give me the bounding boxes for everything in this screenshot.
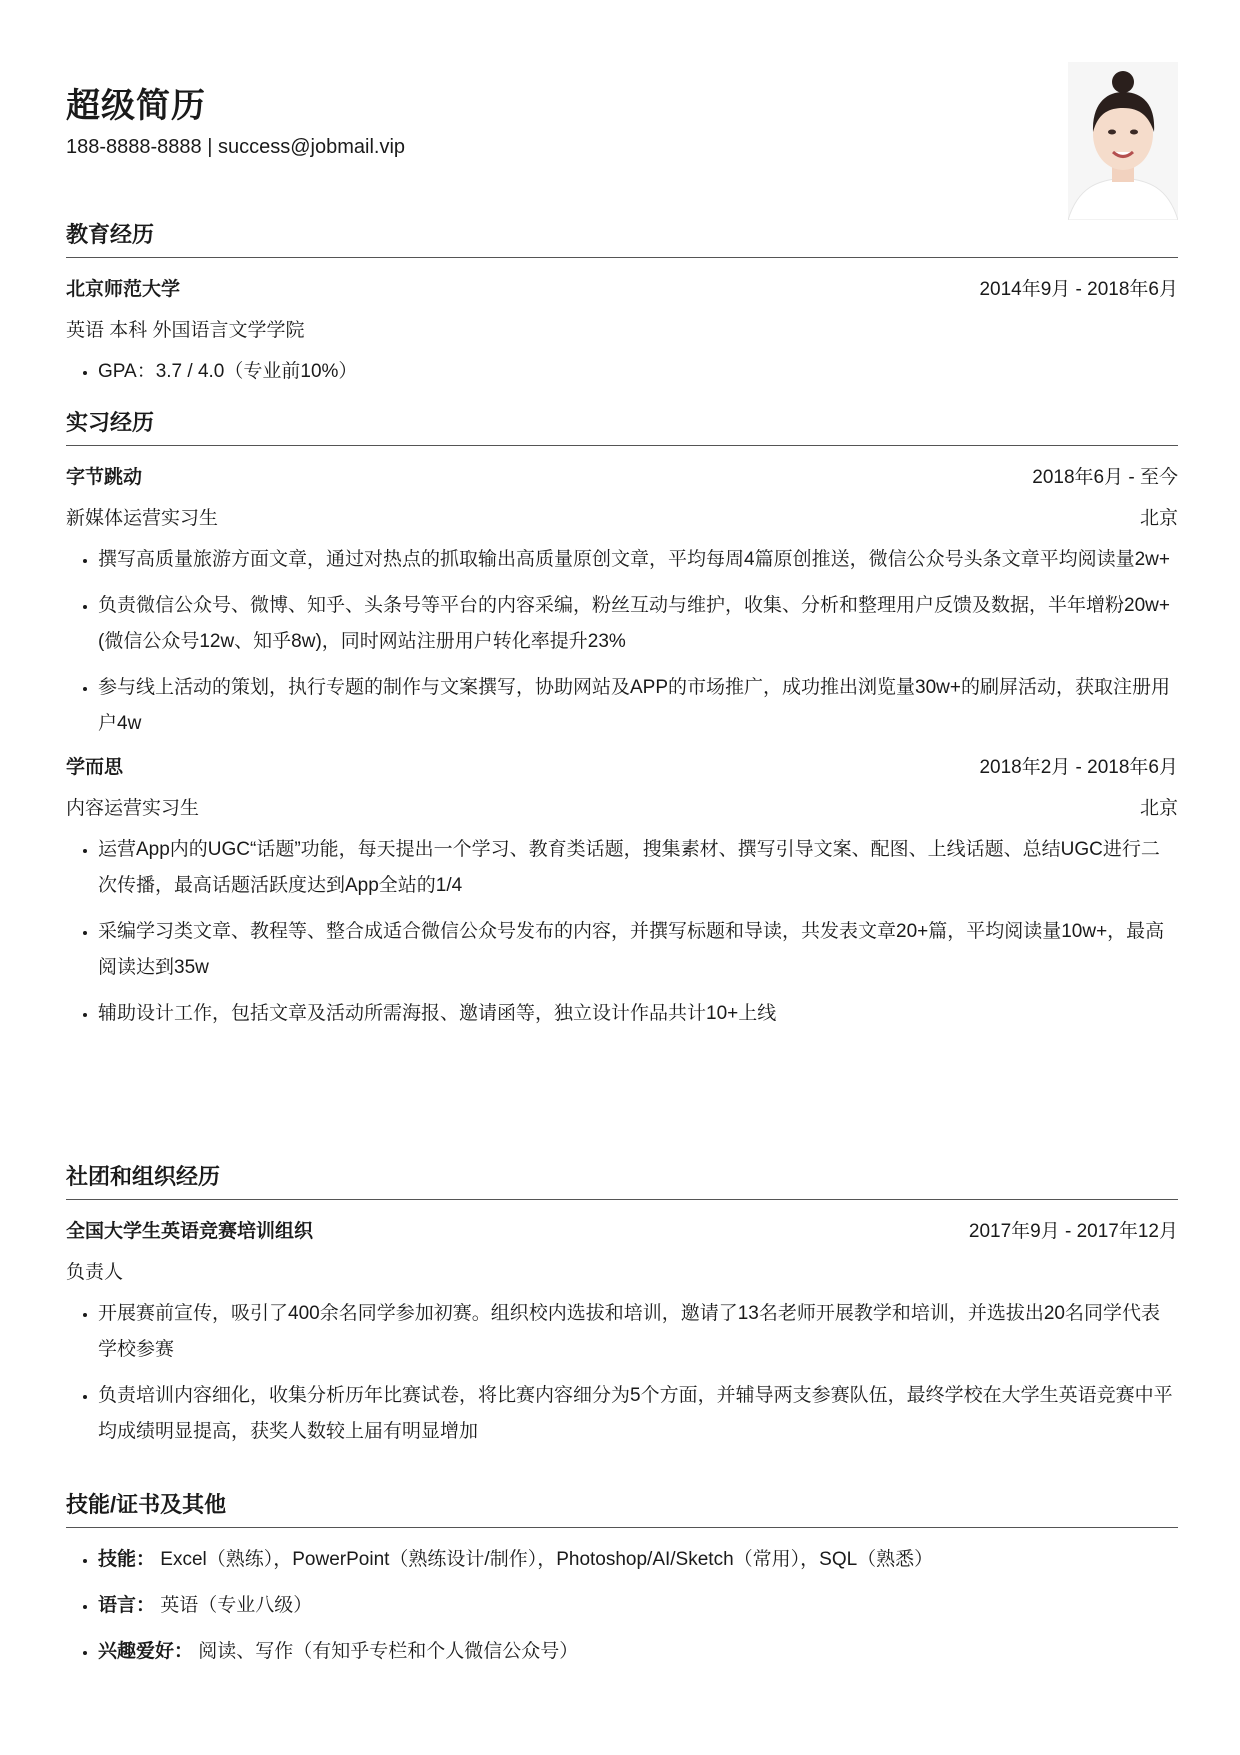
- clubs-title: 社团和组织经历: [66, 1160, 1178, 1200]
- skill-item: [98, 1588, 1178, 1624]
- contact-info: 188-8888-8888 | success@jobmail.vip: [66, 136, 406, 158]
- skill-value: Excel（熟练），PowerPoint（熟练设计/制作），Photoshop/AI/Sketch（常用），SQL（熟悉）: [160, 1549, 934, 1570]
- internship-bullets: [66, 542, 1178, 742]
- resume-name: 超级简历: [66, 87, 206, 125]
- club-subtitle-row: [66, 1257, 1178, 1284]
- list-item: • 负责微信公众号、微博、知乎、头条号等平台的内容采编，粉丝互动与维护，收集、分析和整理用户反馈及数据，半年增粉20w+ (微信公众号12w、知乎8w)，同时网站注册用户转化率提升23%: [98, 588, 1178, 660]
- list-item: • 撰写高质量旅游方面文章，通过对热点的抓取输出高质量原创文章，平均每周4篇原创推送，微信公众号头条文章平均阅读量2w+: [98, 542, 1178, 578]
- internship-subtitle-row: [66, 793, 1178, 820]
- internship-subtitle-row: [66, 503, 1178, 530]
- job-location: 北京: [1139, 508, 1178, 529]
- internship-section: [66, 406, 1178, 1042]
- list-item: • 采编学习类文章、教程等、整合成适合微信公众号发布的内容，并撰写标题和导读，共发表文章20+篇，平均阅读量10w+，最高阅读达到35w: [98, 914, 1178, 986]
- skill-value: 英语（专业八级）: [160, 1595, 313, 1616]
- club-entry-header: [66, 1216, 1178, 1243]
- skills-list: [66, 1542, 1178, 1670]
- list-item: • 辅助设计工作，包括文章及活动所需海报、邀请函等，独立设计作品共计10+上线: [98, 996, 1178, 1032]
- company-name: 学而思: [66, 757, 124, 778]
- list-item: • 运营App内的UGC“话题”功能，每天提出一个学习、教育类话题，搜集素材、撰写引导文案、配图、上线话题、总结UGC进行二次传播，最高话题活跃度达到App全站的1/4: [98, 832, 1178, 904]
- skills-section: [66, 1488, 1178, 1680]
- list-item: • 负责培训内容细化，收集分析历年比赛试卷，将比赛内容细分为5个方面，并辅导两支参赛队伍，最终学校在大学生英语竞赛中平均成绩明显提高，获奖人数较上届有明显增加: [98, 1378, 1178, 1450]
- list-item: • 参与线上活动的策划，执行专题的制作与文案撰写，协助网站及APP的市场推广，成功推出浏览量30w+的刷屏活动，获取注册用户4w: [98, 670, 1178, 742]
- education-section: [66, 218, 1178, 400]
- club-date: 2017年9月 - 2017年12月: [968, 1221, 1178, 1242]
- internship-date: 2018年6月 - 至今: [1032, 467, 1178, 488]
- profile-photo: [1068, 62, 1178, 220]
- internship-date: 2018年2月 - 2018年6月: [979, 757, 1178, 778]
- club-name: 全国大学生英语竞赛培训组织: [66, 1221, 314, 1242]
- skill-item: [98, 1542, 1178, 1578]
- job-title: 内容运营实习生: [66, 798, 200, 819]
- internship-title: 实习经历: [66, 406, 1178, 446]
- education-entry-header: [66, 274, 1178, 301]
- education-date: 2014年9月 - 2018年6月: [979, 279, 1178, 300]
- skill-key: 语言：: [98, 1595, 156, 1616]
- club-bullets: [66, 1296, 1178, 1450]
- education-bullets: [66, 354, 1178, 390]
- skills-title: 技能/证书及其他: [66, 1488, 1178, 1528]
- list-item: • 开展赛前宣传，吸引了400余名同学参加初赛。组织校内选拔和培训，邀请了13名老师开展教学和培训，并选拔出20名同学代表学校参赛: [98, 1296, 1178, 1368]
- avatar-portrait-icon: [1068, 62, 1178, 220]
- school-name: 北京师范大学: [66, 279, 181, 300]
- education-subtitle-row: [66, 315, 1178, 342]
- skill-value: 阅读、写作（有知乎专栏和个人微信公众号）: [198, 1641, 579, 1662]
- skill-key: 兴趣爱好：: [98, 1641, 194, 1662]
- education-major: 英语 本科 外国语言文学学院: [66, 320, 305, 341]
- clubs-section: [66, 1160, 1178, 1460]
- internship-entry-header: [66, 752, 1178, 779]
- skill-key: 技能：: [98, 1549, 156, 1570]
- internship-entry-header: [66, 462, 1178, 489]
- education-title: 教育经历: [66, 218, 1178, 258]
- skill-item: [98, 1634, 1178, 1670]
- internship-bullets: [66, 832, 1178, 1032]
- club-role: 负责人: [66, 1262, 124, 1283]
- job-title: 新媒体运营实习生: [66, 508, 219, 529]
- list-item: • GPA：3.7 / 4.0（专业前10%）: [98, 354, 1178, 390]
- company-name: 字节跳动: [66, 467, 143, 488]
- job-location: 北京: [1139, 798, 1178, 819]
